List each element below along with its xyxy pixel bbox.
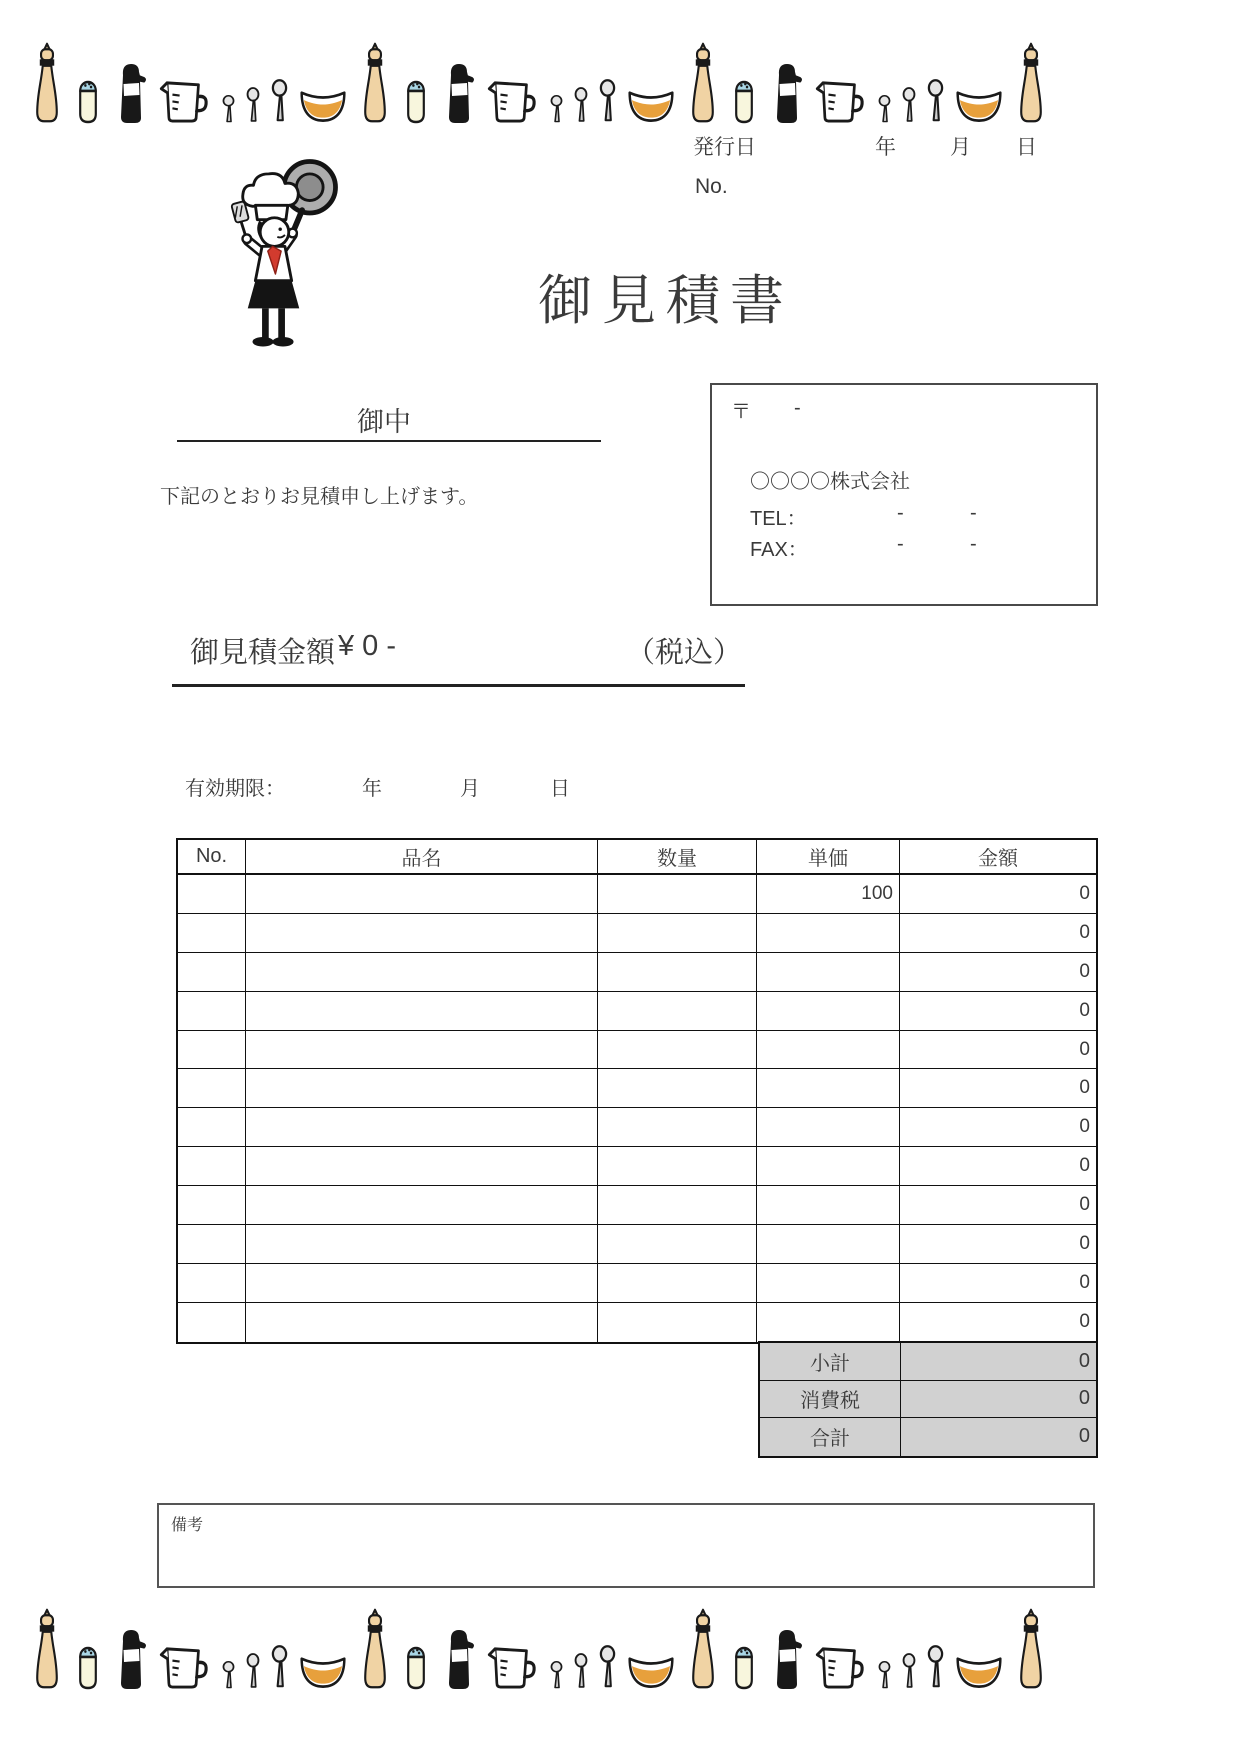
oil-bottle-icon xyxy=(1014,42,1048,124)
tax-included-note: （税込） xyxy=(626,637,743,669)
cell-no xyxy=(178,875,246,914)
issue-date-label: 発行日 xyxy=(693,136,756,159)
cell-unit-price xyxy=(757,1225,900,1264)
items-table xyxy=(176,838,1098,1344)
company-name: 〇〇〇〇株式会社 xyxy=(750,471,910,493)
table-row xyxy=(178,992,1096,1031)
cell-item-name xyxy=(246,992,598,1031)
totals-value: 0 xyxy=(901,1381,1096,1419)
estimate-amount-value: ¥ 0 - xyxy=(338,630,397,662)
tel-label: TEL： xyxy=(750,508,807,530)
oil-bottle-icon xyxy=(686,1608,720,1690)
cell-amount: 0 xyxy=(900,1069,1096,1108)
cell-no xyxy=(178,1108,246,1147)
cell-qty xyxy=(598,1186,757,1225)
greeting-text: 下記のとおりお見積申し上げます。 xyxy=(160,486,479,508)
spoon-large-icon xyxy=(927,1645,944,1690)
header-item-name: 品名 xyxy=(246,840,598,875)
totals-value: 0 xyxy=(901,1343,1096,1381)
cell-item-name xyxy=(246,1069,598,1108)
totals-row xyxy=(760,1343,1096,1381)
oil-bottle-icon xyxy=(358,1608,392,1690)
validity-month-label: 月 xyxy=(460,778,480,800)
cell-item-name xyxy=(246,1031,598,1070)
table-row xyxy=(178,875,1096,914)
spoon-medium-icon xyxy=(902,87,916,124)
cell-amount: 0 xyxy=(900,914,1096,953)
cell-item-name xyxy=(246,1147,598,1186)
kitchen-doodle-border-bottom xyxy=(30,1606,1210,1690)
table-row xyxy=(178,1303,1096,1342)
cell-no xyxy=(178,1303,246,1342)
table-row xyxy=(178,1186,1096,1225)
cell-qty xyxy=(598,1225,757,1264)
totals-label: 合計 xyxy=(760,1418,901,1456)
soy-sauce-bottle-icon xyxy=(440,60,476,124)
cell-amount: 0 xyxy=(900,1225,1096,1264)
issue-day-label: 日 xyxy=(1016,136,1037,159)
bowl-icon xyxy=(627,83,675,124)
cell-qty xyxy=(598,992,757,1031)
table-row xyxy=(178,914,1096,953)
cell-amount: 0 xyxy=(900,992,1096,1031)
spoon-large-icon xyxy=(271,1645,288,1690)
cell-item-name xyxy=(246,1186,598,1225)
items-table-header-row xyxy=(178,840,1096,875)
validity-year-label: 年 xyxy=(362,778,382,800)
tel-dash: - xyxy=(897,502,904,524)
cell-no xyxy=(178,1031,246,1070)
cell-amount: 0 xyxy=(900,1186,1096,1225)
cell-unit-price xyxy=(757,1303,900,1342)
cell-unit-price xyxy=(757,1031,900,1070)
header-unit-price: 単価 xyxy=(757,840,900,875)
cell-no xyxy=(178,1264,246,1303)
cell-amount: 0 xyxy=(900,1147,1096,1186)
table-row xyxy=(178,1147,1096,1186)
page-title: 御見積書 xyxy=(538,271,794,331)
cell-unit-price xyxy=(757,1264,900,1303)
cell-item-name xyxy=(246,953,598,992)
bowl-icon xyxy=(955,1649,1003,1690)
cell-amount: 0 xyxy=(900,1264,1096,1303)
measuring-cup-icon xyxy=(487,1643,539,1690)
table-row xyxy=(178,1225,1096,1264)
header-amount: 金額 xyxy=(900,840,1096,875)
recipient-honorific-label: 御中 xyxy=(357,407,411,437)
fax-dash: - xyxy=(970,533,977,555)
bowl-icon xyxy=(955,83,1003,124)
header-quantity: 数量 xyxy=(598,840,757,875)
totals-table xyxy=(758,1341,1098,1458)
spoon-small-icon xyxy=(878,95,891,124)
salt-shaker-icon xyxy=(731,72,757,124)
remarks-label: 備考 xyxy=(171,1517,204,1534)
oil-bottle-icon xyxy=(30,1608,64,1690)
cell-item-name xyxy=(246,1303,598,1342)
cell-no xyxy=(178,914,246,953)
cell-no xyxy=(178,1069,246,1108)
cell-no xyxy=(178,1186,246,1225)
document-number-label: No. xyxy=(695,175,728,198)
bowl-icon xyxy=(299,1649,347,1690)
cell-no xyxy=(178,953,246,992)
cell-qty xyxy=(598,914,757,953)
chef-illustration xyxy=(222,148,346,360)
cell-amount: 0 xyxy=(900,1031,1096,1070)
cell-amount: 0 xyxy=(900,875,1096,914)
cell-unit-price xyxy=(757,953,900,992)
cell-item-name xyxy=(246,875,598,914)
recipient-name-underline xyxy=(177,440,601,442)
fax-dash: - xyxy=(897,533,904,555)
postal-mark: 〒 xyxy=(731,401,751,423)
items-rows xyxy=(178,875,1096,1342)
estimate-amount-underline xyxy=(172,684,745,687)
totals-label: 消費税 xyxy=(760,1381,901,1419)
bowl-icon xyxy=(627,1649,675,1690)
cell-unit-price xyxy=(757,1069,900,1108)
oil-bottle-icon xyxy=(686,42,720,124)
cell-unit-price xyxy=(757,992,900,1031)
fax-label: FAX： xyxy=(750,539,808,561)
postal-code-dash: - xyxy=(794,397,801,419)
measuring-cup-icon xyxy=(815,77,867,124)
cell-qty xyxy=(598,953,757,992)
estimate-amount-label: 御見積金額 xyxy=(190,637,336,669)
cell-unit-price xyxy=(757,1186,900,1225)
cell-qty xyxy=(598,1147,757,1186)
oil-bottle-icon xyxy=(30,42,64,124)
bowl-icon xyxy=(299,83,347,124)
salt-shaker-icon xyxy=(75,1638,101,1690)
spoon-medium-icon xyxy=(246,1653,260,1690)
spoon-medium-icon xyxy=(902,1653,916,1690)
totals-row xyxy=(760,1418,1096,1456)
cell-item-name xyxy=(246,1225,598,1264)
cell-unit-price: 100 xyxy=(757,875,900,914)
cell-unit-price xyxy=(757,914,900,953)
salt-shaker-icon xyxy=(731,1638,757,1690)
soy-sauce-bottle-icon xyxy=(768,60,804,124)
remarks-box xyxy=(157,1503,1095,1588)
tel-dash: - xyxy=(970,502,977,524)
cell-qty xyxy=(598,1069,757,1108)
totals-value: 0 xyxy=(901,1418,1096,1456)
header-no: No. xyxy=(178,840,246,875)
cell-unit-price xyxy=(757,1147,900,1186)
spoon-small-icon xyxy=(550,95,563,124)
spoon-medium-icon xyxy=(246,87,260,124)
cell-no xyxy=(178,1147,246,1186)
soy-sauce-bottle-icon xyxy=(112,60,148,124)
table-row xyxy=(178,1264,1096,1303)
oil-bottle-icon xyxy=(358,42,392,124)
spoon-large-icon xyxy=(599,1645,616,1690)
cell-item-name xyxy=(246,1108,598,1147)
validity-day-label: 日 xyxy=(550,778,570,800)
cell-qty xyxy=(598,1031,757,1070)
cell-item-name xyxy=(246,914,598,953)
cell-no xyxy=(178,1225,246,1264)
table-row xyxy=(178,1108,1096,1147)
oil-bottle-icon xyxy=(1014,1608,1048,1690)
cell-amount: 0 xyxy=(1079,1311,1090,1333)
totals-row xyxy=(760,1381,1096,1419)
salt-shaker-icon xyxy=(403,1638,429,1690)
spoon-large-icon xyxy=(599,79,616,124)
cell-qty xyxy=(598,1108,757,1147)
salt-shaker-icon xyxy=(75,72,101,124)
validity-label: 有効期限： xyxy=(185,778,285,800)
spoon-medium-icon xyxy=(574,1653,588,1690)
spoon-medium-icon xyxy=(574,87,588,124)
issue-month-label: 月 xyxy=(950,136,971,159)
spoon-small-icon xyxy=(550,1661,563,1690)
cell-qty xyxy=(598,1264,757,1303)
spoon-large-icon xyxy=(271,79,288,124)
spoon-large-icon xyxy=(927,79,944,124)
cell-qty xyxy=(598,1303,757,1342)
measuring-cup-icon xyxy=(487,77,539,124)
totals-label: 小計 xyxy=(760,1343,901,1381)
table-row xyxy=(178,953,1096,992)
issuer-info-box xyxy=(710,383,1098,606)
spoon-small-icon xyxy=(878,1661,891,1690)
measuring-cup-icon xyxy=(159,77,211,124)
cell-qty xyxy=(598,875,757,914)
cell-amount: 0 xyxy=(900,953,1096,992)
cell-item-name xyxy=(246,1264,598,1303)
cell-no xyxy=(178,992,246,1031)
soy-sauce-bottle-icon xyxy=(768,1626,804,1690)
measuring-cup-icon xyxy=(159,1643,211,1690)
kitchen-doodle-border-top xyxy=(30,40,1210,124)
spoon-small-icon xyxy=(222,95,235,124)
cell-amount: 0 xyxy=(900,1108,1096,1147)
cell-unit-price xyxy=(757,1108,900,1147)
table-row xyxy=(178,1031,1096,1070)
measuring-cup-icon xyxy=(815,1643,867,1690)
table-row xyxy=(178,1069,1096,1108)
issue-year-label: 年 xyxy=(875,136,896,159)
spoon-small-icon xyxy=(222,1661,235,1690)
salt-shaker-icon xyxy=(403,72,429,124)
soy-sauce-bottle-icon xyxy=(440,1626,476,1690)
soy-sauce-bottle-icon xyxy=(112,1626,148,1690)
